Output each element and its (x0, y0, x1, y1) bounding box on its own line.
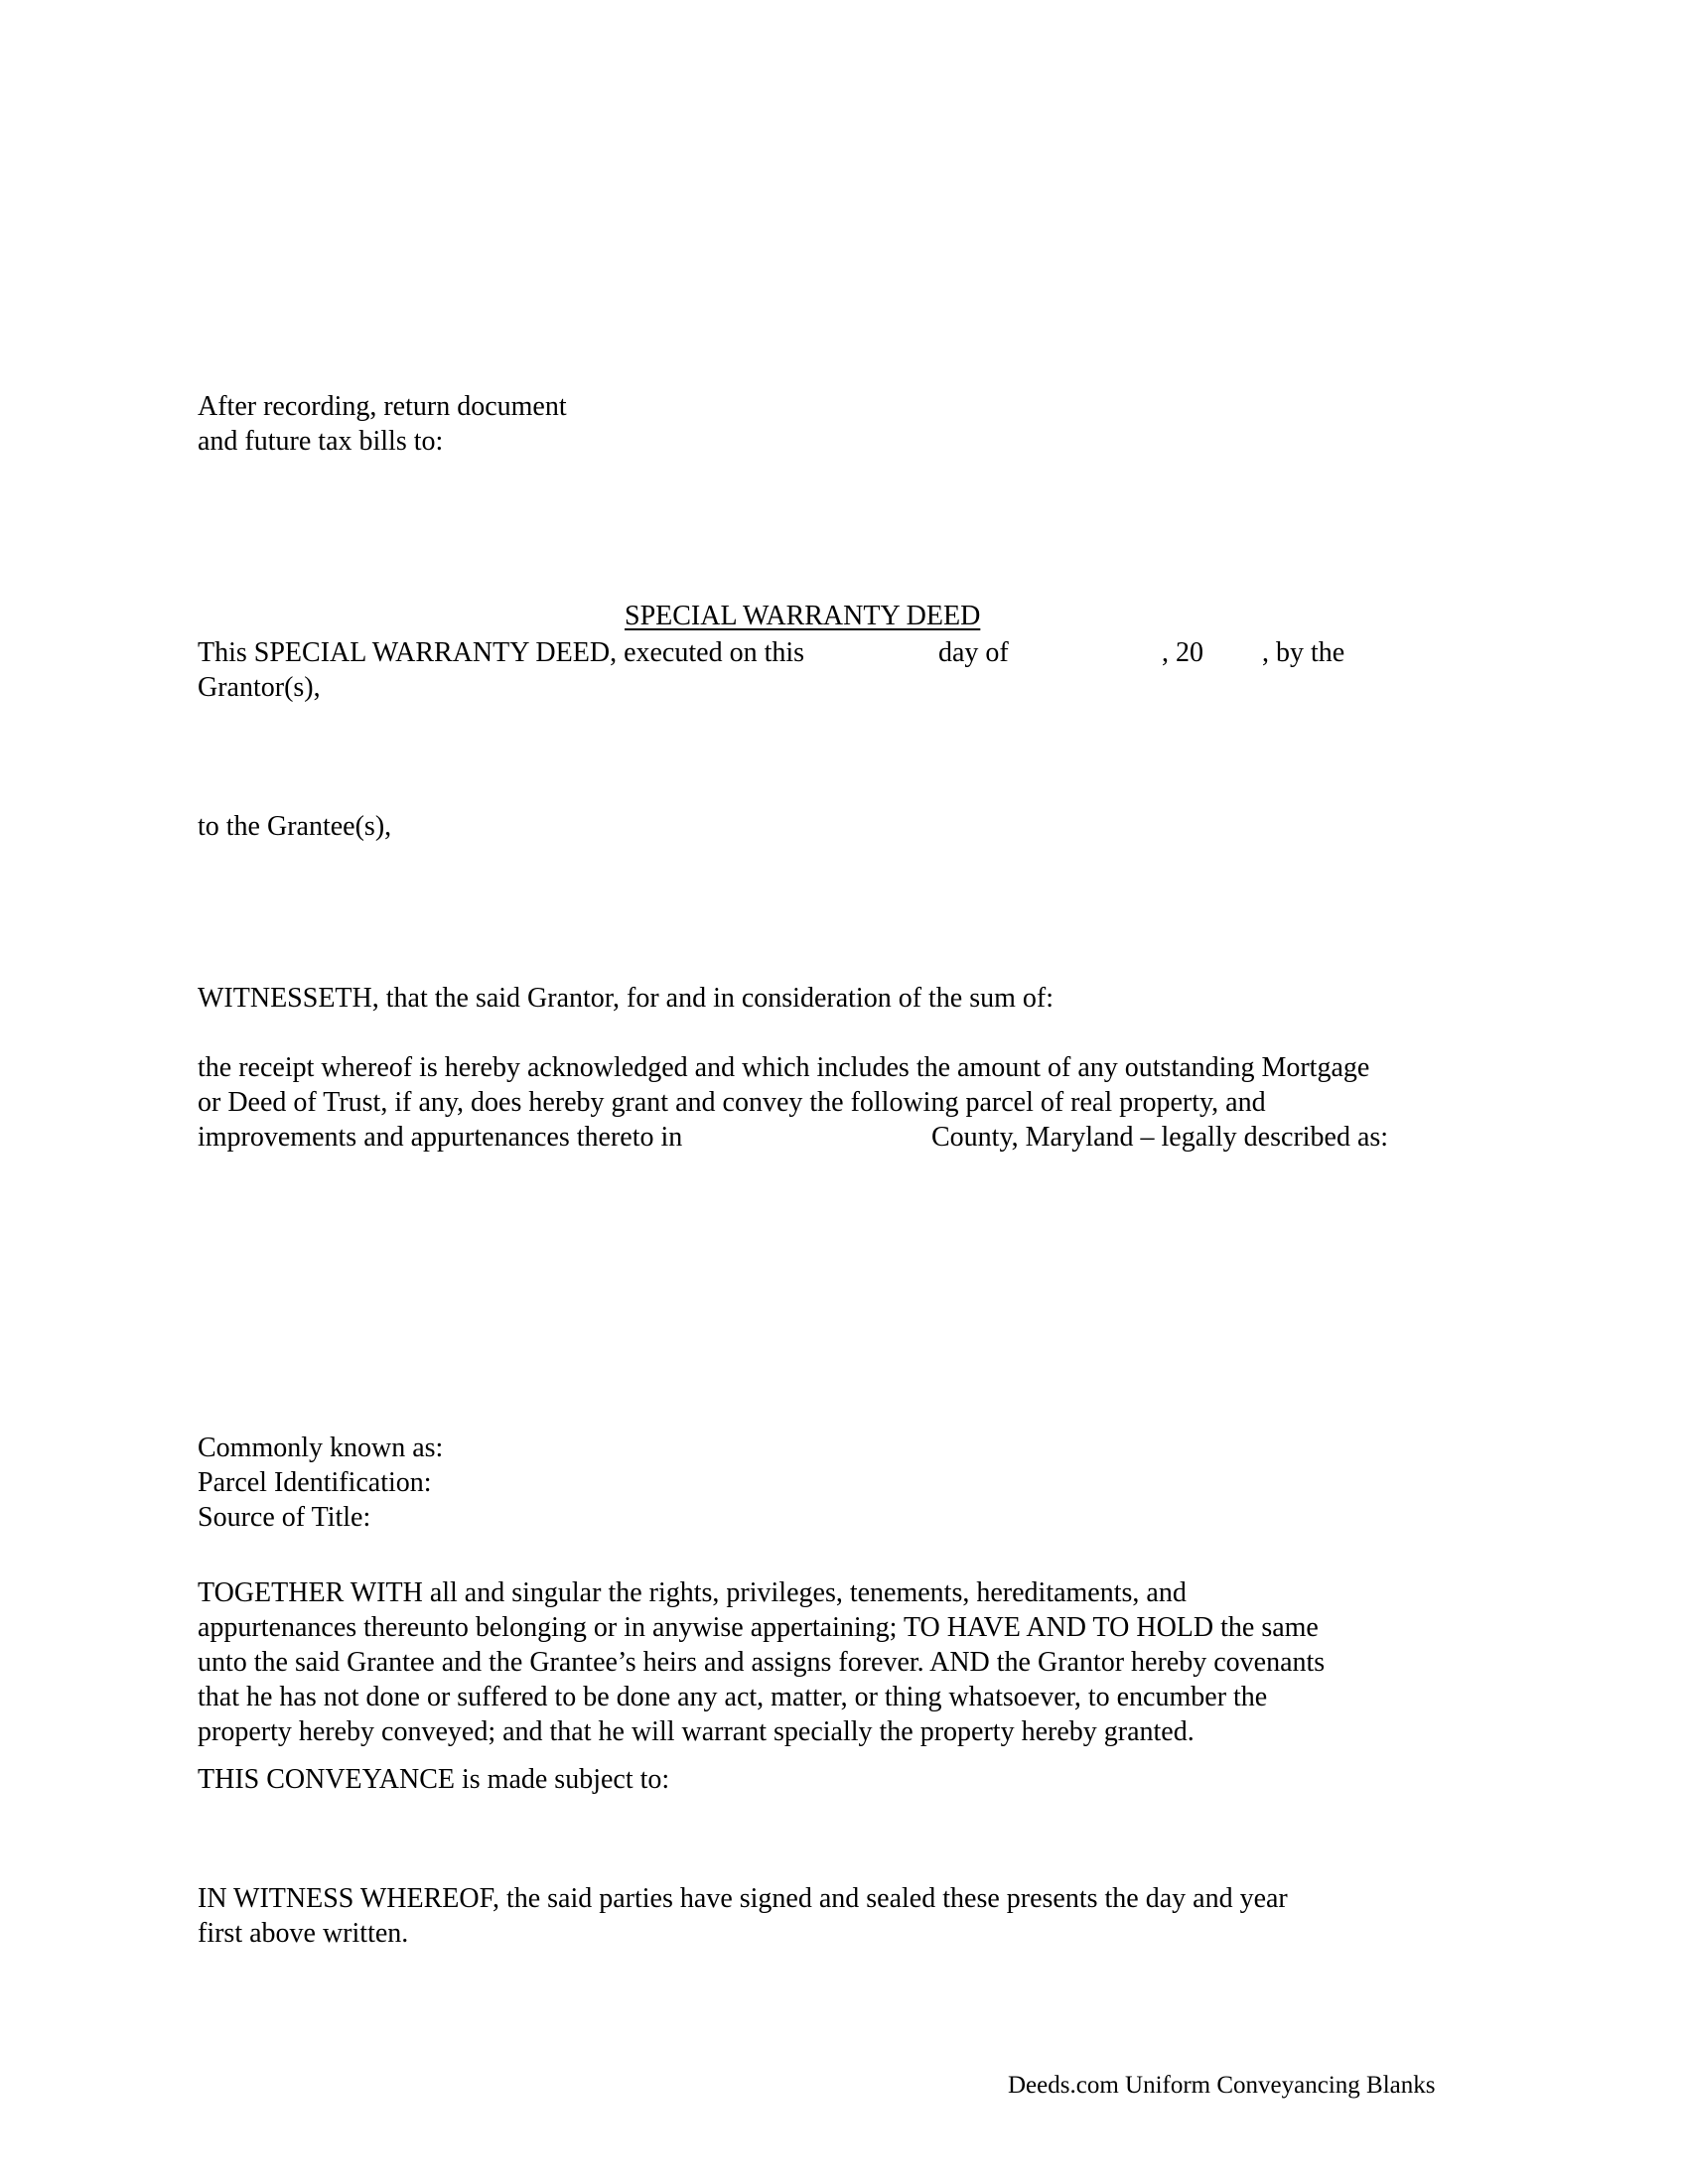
intro-text-year: , 20 (1162, 637, 1203, 668)
receipt-clause-line-1: the receipt whereof is hereby acknowledged and which includes the amount of any outstanding Mortgage (198, 1052, 1370, 1083)
return-address-line-1: After recording, return document (198, 391, 567, 422)
together-with-line-2: appurtenances thereunto belonging or in anywise appertaining; TO HAVE AND TO HOLD the same (198, 1612, 1319, 1643)
parcel-id-label: Parcel Identification: (198, 1467, 432, 1498)
together-with-line-5: property hereby conveyed; and that he will warrant specially the property hereby granted. (198, 1716, 1195, 1747)
receipt-clause-line-3a: improvements and appurtenances thereto in (198, 1122, 683, 1153)
return-address-line-2: and future tax bills to: (198, 426, 444, 457)
commonly-known-label: Commonly known as: (198, 1433, 444, 1463)
intro-text-executed: This SPECIAL WARRANTY DEED, executed on this (198, 637, 805, 668)
document-title: SPECIAL WARRANTY DEED (625, 601, 981, 631)
intro-text-by-the: , by the (1262, 637, 1345, 668)
in-witness-line-2: first above written. (198, 1918, 409, 1949)
intro-text-day-of: day of (938, 637, 1009, 668)
receipt-clause-line-3b: County, Maryland – legally described as: (931, 1122, 1389, 1153)
in-witness-line-1: IN WITNESS WHEREOF, the said parties have signed and sealed these presents the day and year (198, 1883, 1288, 1914)
grantor-label: Grantor(s), (198, 672, 321, 703)
source-of-title-label: Source of Title: (198, 1502, 371, 1533)
grantee-label: to the Grantee(s), (198, 811, 392, 842)
footer-text: Deeds.com Uniform Conveyancing Blanks (1008, 2072, 1436, 2099)
witnesseth-clause: WITNESSETH, that the said Grantor, for and in consideration of the sum of: (198, 983, 1055, 1014)
together-with-line-3: unto the said Grantee and the Grantee’s heirs and assigns forever. AND the Grantor hereby covenants (198, 1647, 1326, 1678)
together-with-line-4: that he has not done or suffered to be done any act, matter, or thing whatsoever, to encumber the (198, 1682, 1268, 1712)
receipt-clause-line-2: or Deed of Trust, if any, does hereby grant and convey the following parcel of real property, and (198, 1087, 1266, 1118)
together-with-line-1: TOGETHER WITH all and singular the rights, privileges, tenements, hereditaments, and (198, 1577, 1187, 1608)
conveyance-clause: THIS CONVEYANCE is made subject to: (198, 1764, 670, 1795)
